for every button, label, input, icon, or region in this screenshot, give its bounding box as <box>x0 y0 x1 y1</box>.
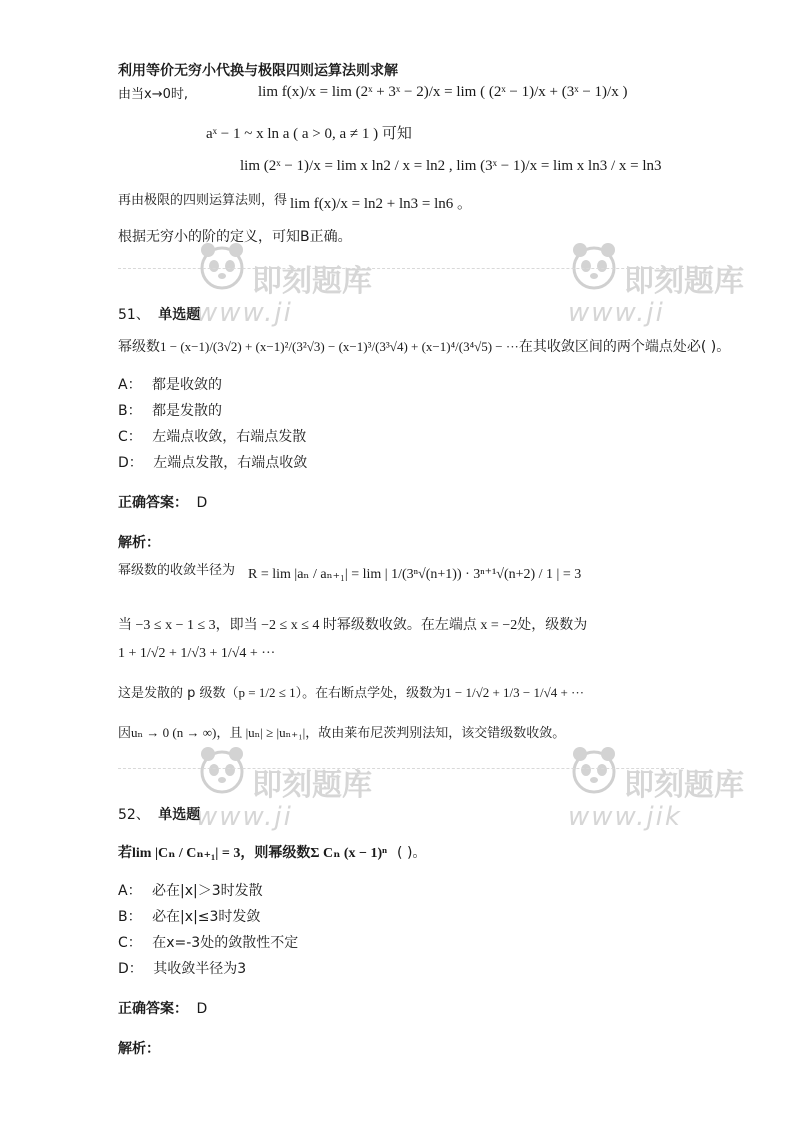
analysis-text-part: 故由莱布尼茨判别法知，该交错级数收敛。 <box>318 726 566 741</box>
option-key: D： <box>118 961 143 977</box>
analysis-formula: p = 1/2 ≤ 1 <box>238 685 296 700</box>
correct-answer <box>118 494 207 512</box>
analysis-formula: 1 + 1/√2 + 1/√3 + 1/√4 + ··· <box>118 646 276 661</box>
correct-answer <box>118 1000 207 1018</box>
solution-heading: 利用等价无穷小代换与极限四则运算法则求解 <box>118 63 398 79</box>
option-text: 都是发散的 <box>152 403 223 419</box>
analysis-label: 解析： <box>118 1041 160 1057</box>
stem-suffix: ( )。 <box>397 845 427 861</box>
panda-watermark-icon <box>570 240 618 292</box>
option-key: C： <box>118 935 142 951</box>
analysis-text <box>118 724 565 743</box>
option-c[interactable] <box>118 934 298 952</box>
stem-formula: Σ Cₙ (x − 1)ⁿ <box>310 846 388 861</box>
answer-label: 正确答案： <box>118 1001 188 1017</box>
solution-line-label: 由当x→0时, <box>118 87 188 102</box>
url-watermark: www.ji <box>196 802 293 832</box>
brand-watermark: 即刻题库 <box>252 768 372 803</box>
question-stem <box>118 338 730 356</box>
brand-watermark: 即刻题库 <box>624 768 744 803</box>
stem-prefix: 若 <box>118 845 132 861</box>
solution-formula: lim (2ˣ − 1)/x = lim x ln2 / x = ln2 , lim (3ˣ − 1)/x = lim x ln3 / x = ln3 <box>240 158 662 174</box>
analysis-text-part: ）。在右断点学处，级数为 <box>295 686 446 701</box>
question-stem <box>118 844 426 863</box>
option-text: 都是收敛的 <box>152 377 223 393</box>
option-text: 必在|x|＞3时发散 <box>152 883 263 899</box>
solution-formula: lim f(x)/x = lim (2ˣ + 3ˣ − 2)/x = lim ( (2ˣ − 1)/x + (3ˣ − 1)/x ) <box>258 84 628 100</box>
analysis-label: 解析： <box>118 535 160 551</box>
option-text: 其收敛半径为3 <box>153 961 247 977</box>
brand-watermark: 即刻题库 <box>252 264 372 299</box>
option-d[interactable] <box>118 454 307 472</box>
option-text: 在x=-3处的敛散性不定 <box>152 935 299 951</box>
brand-watermark: 即刻题库 <box>624 264 744 299</box>
panda-watermark-icon <box>198 240 246 292</box>
question-header <box>118 806 200 824</box>
option-text: 左端点收敛，右端点发散 <box>152 429 307 445</box>
section-divider <box>118 768 684 769</box>
option-b[interactable] <box>118 908 260 926</box>
option-b[interactable] <box>118 402 222 420</box>
option-key: A： <box>118 377 142 393</box>
answer-value: D <box>196 495 208 511</box>
option-key: B： <box>118 403 142 419</box>
question-number: 51、 <box>118 307 150 323</box>
analysis-text <box>118 684 584 703</box>
url-watermark: www.ji <box>568 298 665 328</box>
answer-label: 正确答案： <box>118 495 188 511</box>
analysis-text-part: 这是发散的 p 级数（ <box>118 686 239 701</box>
panda-watermark-icon <box>198 744 246 796</box>
analysis-formula: 当 −3 ≤ x − 1 ≤ 3，即当 −2 ≤ x ≤ 4 时幂级数收敛。在左端点 x = −2处，级数为 <box>118 618 588 633</box>
question-number: 52、 <box>118 807 150 823</box>
stem-prefix: 幂级数 <box>118 339 160 355</box>
stem-formula: lim |Cₙ / Cₙ₊₁| = 3， <box>132 846 255 861</box>
stem-mid: 则幂级数 <box>254 845 311 861</box>
option-key: D： <box>118 455 143 471</box>
option-key: B： <box>118 909 142 925</box>
solution-conclusion: 根据无穷小的阶的定义，可知B正确。 <box>118 229 352 245</box>
section-divider <box>118 268 684 269</box>
analysis-formula: uₙ → 0 (n → ∞)，且 |uₙ| ≥ |uₙ₊₁|， <box>131 725 319 740</box>
question-type: 单选题 <box>158 807 201 823</box>
question-type: 单选题 <box>158 307 201 323</box>
url-watermark: www.jik <box>568 802 682 832</box>
solution-formula: aˣ − 1 ~ x ln a ( a > 0, a ≠ 1 ) 可知 <box>206 126 412 142</box>
question-header <box>118 306 200 324</box>
analysis-text-part: 因 <box>118 726 132 741</box>
answer-value: D <box>196 1001 208 1017</box>
url-watermark: www.ji <box>196 298 293 328</box>
option-a[interactable] <box>118 376 222 394</box>
option-text: 必在|x|≤3时发敛 <box>152 909 261 925</box>
analysis-text: 幂级数的收敛半径为 <box>118 563 236 578</box>
stem-formula: 1 − (x−1)/(3√2) + (x−1)²/(3²√3) − (x−1)³/(3³√4) + (x−1)⁴/(3⁴√5) − ··· <box>160 339 519 354</box>
option-a[interactable] <box>118 882 263 900</box>
stem-suffix: 在其收敛区间的两个端点处必( )。 <box>518 339 731 355</box>
analysis-formula: R = lim |aₙ / aₙ₊₁| = lim | 1/(3ⁿ√(n+1)) · 3ⁿ⁺¹√(n+2) / 1 | = 3 <box>248 567 582 582</box>
panda-watermark-icon <box>570 744 618 796</box>
solution-formula: lim f(x)/x = ln2 + ln3 = ln6 。 <box>290 196 473 212</box>
solution-line-label: 再由极限的四则运算法则，得 <box>118 193 288 208</box>
option-key: C： <box>118 429 142 445</box>
option-key: A： <box>118 883 142 899</box>
option-d[interactable] <box>118 960 246 978</box>
analysis-formula: 1 − 1/√2 + 1/3 − 1/√4 + ··· <box>445 685 585 700</box>
option-c[interactable] <box>118 428 306 446</box>
option-text: 左端点发散，右端点收敛 <box>153 455 308 471</box>
